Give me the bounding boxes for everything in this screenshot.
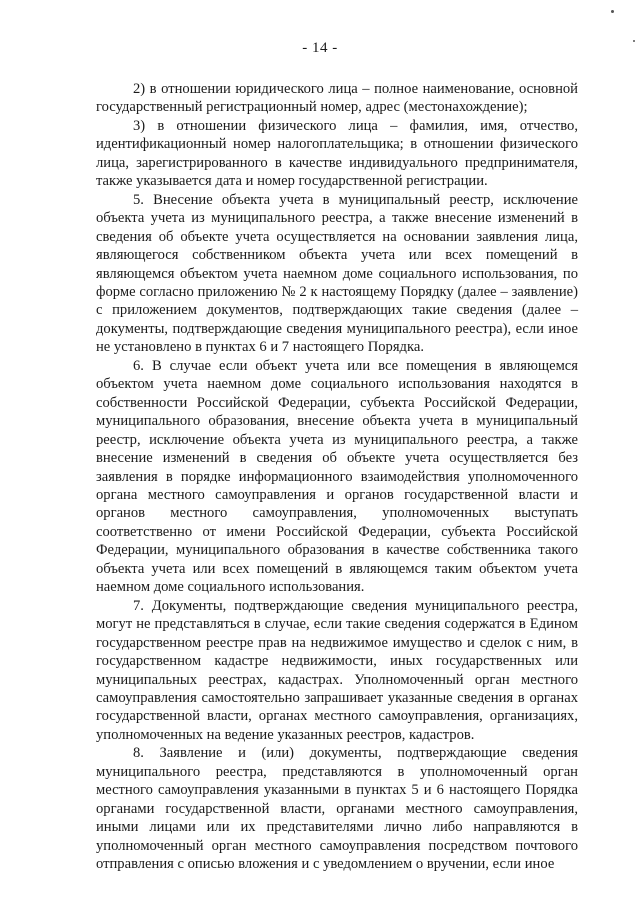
- scan-dot-mark: [611, 10, 614, 13]
- paragraph-item-5: 5. Внесение объекта учета в муниципальный реестр, исключение объекта учета из муниципального реестра, а также внесение изменений в сведения об объекте учета осуществляется на основании заявления лица, являющегося собственником объекта учета или всех помещений в являющемся объектом учета наемном доме социального использования, по форме согласно приложению № 2 к настоящему Порядку (далее – заявление) с приложением документов, подтверждающих такие сведения (далее – документы, подтверждающие сведения муниципального реестра), если иное не установлено в пунктах 6 и 7 настоящего Порядка.: [96, 191, 578, 356]
- paragraph-legal-entity: 2) в отношении юридического лица – полное наименование, основной государственный регистрационный номер, адрес (местонахождение);: [96, 81, 578, 116]
- page-number: - 14 -: [302, 40, 338, 56]
- paragraph-individual: 3) в отношении физического лица – фамилия, имя, отчество, идентификационный номер налогоплательщика; в отношении физического лица, зарегистрированного в качестве индивидуального предпринимателя, также указывается дата и номер государственной регистрации.: [96, 117, 578, 190]
- document-body: [96, 80, 578, 873]
- paragraph-item-7: 7. Документы, подтверждающие сведения муниципального реестра, могут не представляться в случае, если такие сведения содержатся в Едином государственном реестре прав на недвижимое имущество и сделок с ним, в государственном кадастре недвижимости, иных государственных или муниципальных реестрах, кадастрах. Уполномоченный орган местного самоуправления самостоятельно запрашивает указанные сведения в органах государственной власти, органах местного самоуправления, организациях, уполномоченных на ведение указанных реестров, кадастров.: [96, 597, 578, 743]
- paragraph-item-8: 8. Заявление и (или) документы, подтверждающие сведения муниципального реестра, представляются в уполномоченный орган местного самоуправления указанными в пунктах 5 и 6 настоящего Порядка органами государственной власти, органами местного самоуправления, иными лицами или их представителями лично либо направляются в уполномоченный орган местного самоуправления посредством почтового отправления с описью вложения и с уведомлением о вручении, если иное: [96, 745, 578, 873]
- paragraph-item-6: 6. В случае если объект учета или все помещения в являющемся объектом учета наемном доме социального использования находятся в собственности Российской Федерации, субъекта Российской Федерации, муниципального образования, внесение объекта учета в муниципальный реестр, исключение объекта учета из муниципального реестра, а также внесение изменений в сведения об объекте учета осуществляется без заявления в порядке информационного взаимодействия уполномоченного органа местного самоуправления и органов государственной власти и органов местного самоуправления, уполномоченных выступать соответственно от имени Российской Федерации, субъекта Российской Федерации, муниципального образования в качестве собственника такого объекта учета или всех помещений в являющемся таким объектом учета наемном доме социального использования.: [96, 357, 578, 596]
